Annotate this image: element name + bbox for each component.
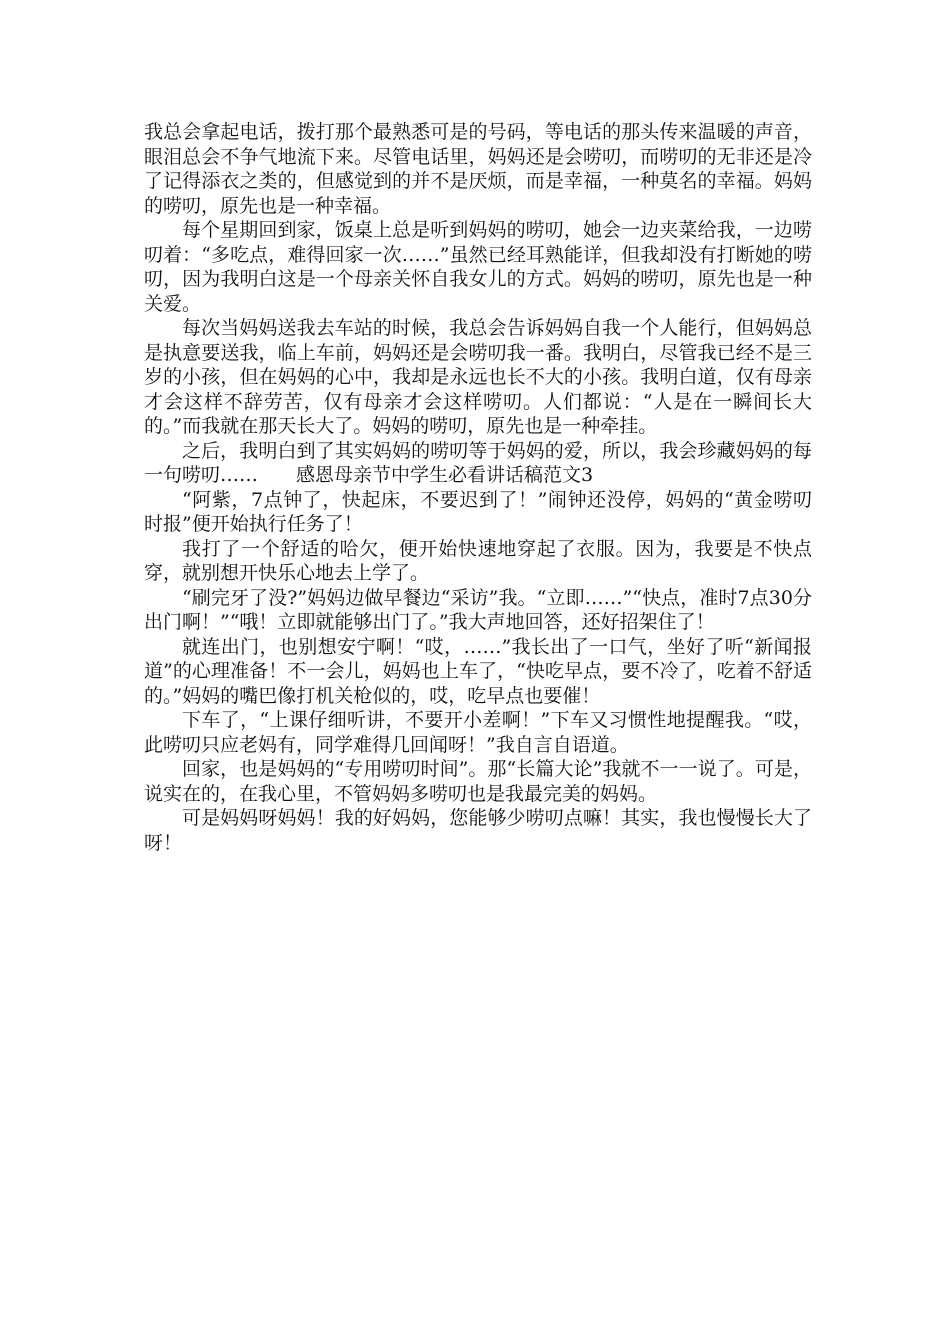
paragraph-3: 每次当妈妈送我去车站的时候，我总会告诉妈妈自我一个人能行，但妈妈总是执意要送我，临上车前，妈妈还是会唠叨我一番。我明白，尽管我已经不是三岁的小孩，但在妈妈的心中，我却是永远也长不大的小孩。我明白道，仅有母亲才会这样不辞劳苦，仅有母亲才会这样唠叨。人们都说：“人是在一瞬间长大的。”而我就在那天长大了。妈妈的唠叨，原先也是一种牵挂。 [144, 317, 812, 437]
paragraph-6: 我打了一个舒适的哈欠，便开始快速地穿起了衣服。因为，我要是不快点穿，就别想开快乐心地去上学了。 [144, 537, 812, 584]
paragraph-11: 可是妈妈呀妈妈！我的好妈妈，您能够少唠叨点嘛！其实，我也慢慢长大了呀！ [144, 807, 812, 854]
paragraph-1: 我总会拿起电话，拨打那个最熟悉可是的号码，等电话的那头传来温暖的声音，眼泪总会不争气地流下来。尽管电话里，妈妈还是会唠叨，而唠叨的无非还是冷了记得添衣之类的，但感觉到的并不是厌烦，而是幸福，一种莫名的幸福。妈妈的唠叨，原先也是一种幸福。 [144, 121, 812, 217]
paragraph-7: “刷完牙了没?”妈妈边做早餐边“采访”我。“立即……”“快点，准时7点30分出门啊！”“哦！立即就能够出门了。”我大声地回答，还好招架住了！ [144, 586, 812, 633]
document-body [144, 120, 812, 855]
paragraph-5: “阿紫，7点钟了，快起床，不要迟到了！”闹钟还没停，妈妈的“黄金唠叨时报”便开始执行任务了！ [144, 488, 812, 535]
paragraph-4: 之后，我明白到了其实妈妈的唠叨等于妈妈的爱，所以，我会珍藏妈妈的每一句唠叨…… 感恩母亲节中学生必看讲话稿范文3 [144, 439, 812, 486]
paragraph-10: 回家，也是妈妈的“专用唠叨时间”。那“长篇大论”我就不一一说了。可是，说实在的，在我心里，不管妈妈多唠叨也是我最完美的妈妈。 [144, 758, 812, 805]
paragraph-2: 每个星期回到家，饭桌上总是听到妈妈的唠叨，她会一边夹菜给我，一边唠叨着：“多吃点，难得回家一次……”虽然已经耳熟能详，但我却没有打断她的唠叨，因为我明白这是一个母亲关怀自我女儿的方式。妈妈的唠叨，原先也是一种关爱。 [144, 219, 812, 315]
paragraph-9: 下车了，“上课仔细听讲，不要开小差啊！”下车又习惯性地提醒我。“哎，此唠叨只应老妈有，同学难得几回闻呀！”我自言自语道。 [144, 709, 812, 756]
paragraph-8: 就连出门，也别想安宁啊！“哎，……”我长出了一口气，坐好了听“新闻报道”的心理准备！不一会儿，妈妈也上车了，“快吃早点，要不冷了，吃着不舒适的。”妈妈的嘴巴像打机关枪似的，哎，吃早点也要催！ [144, 635, 812, 707]
